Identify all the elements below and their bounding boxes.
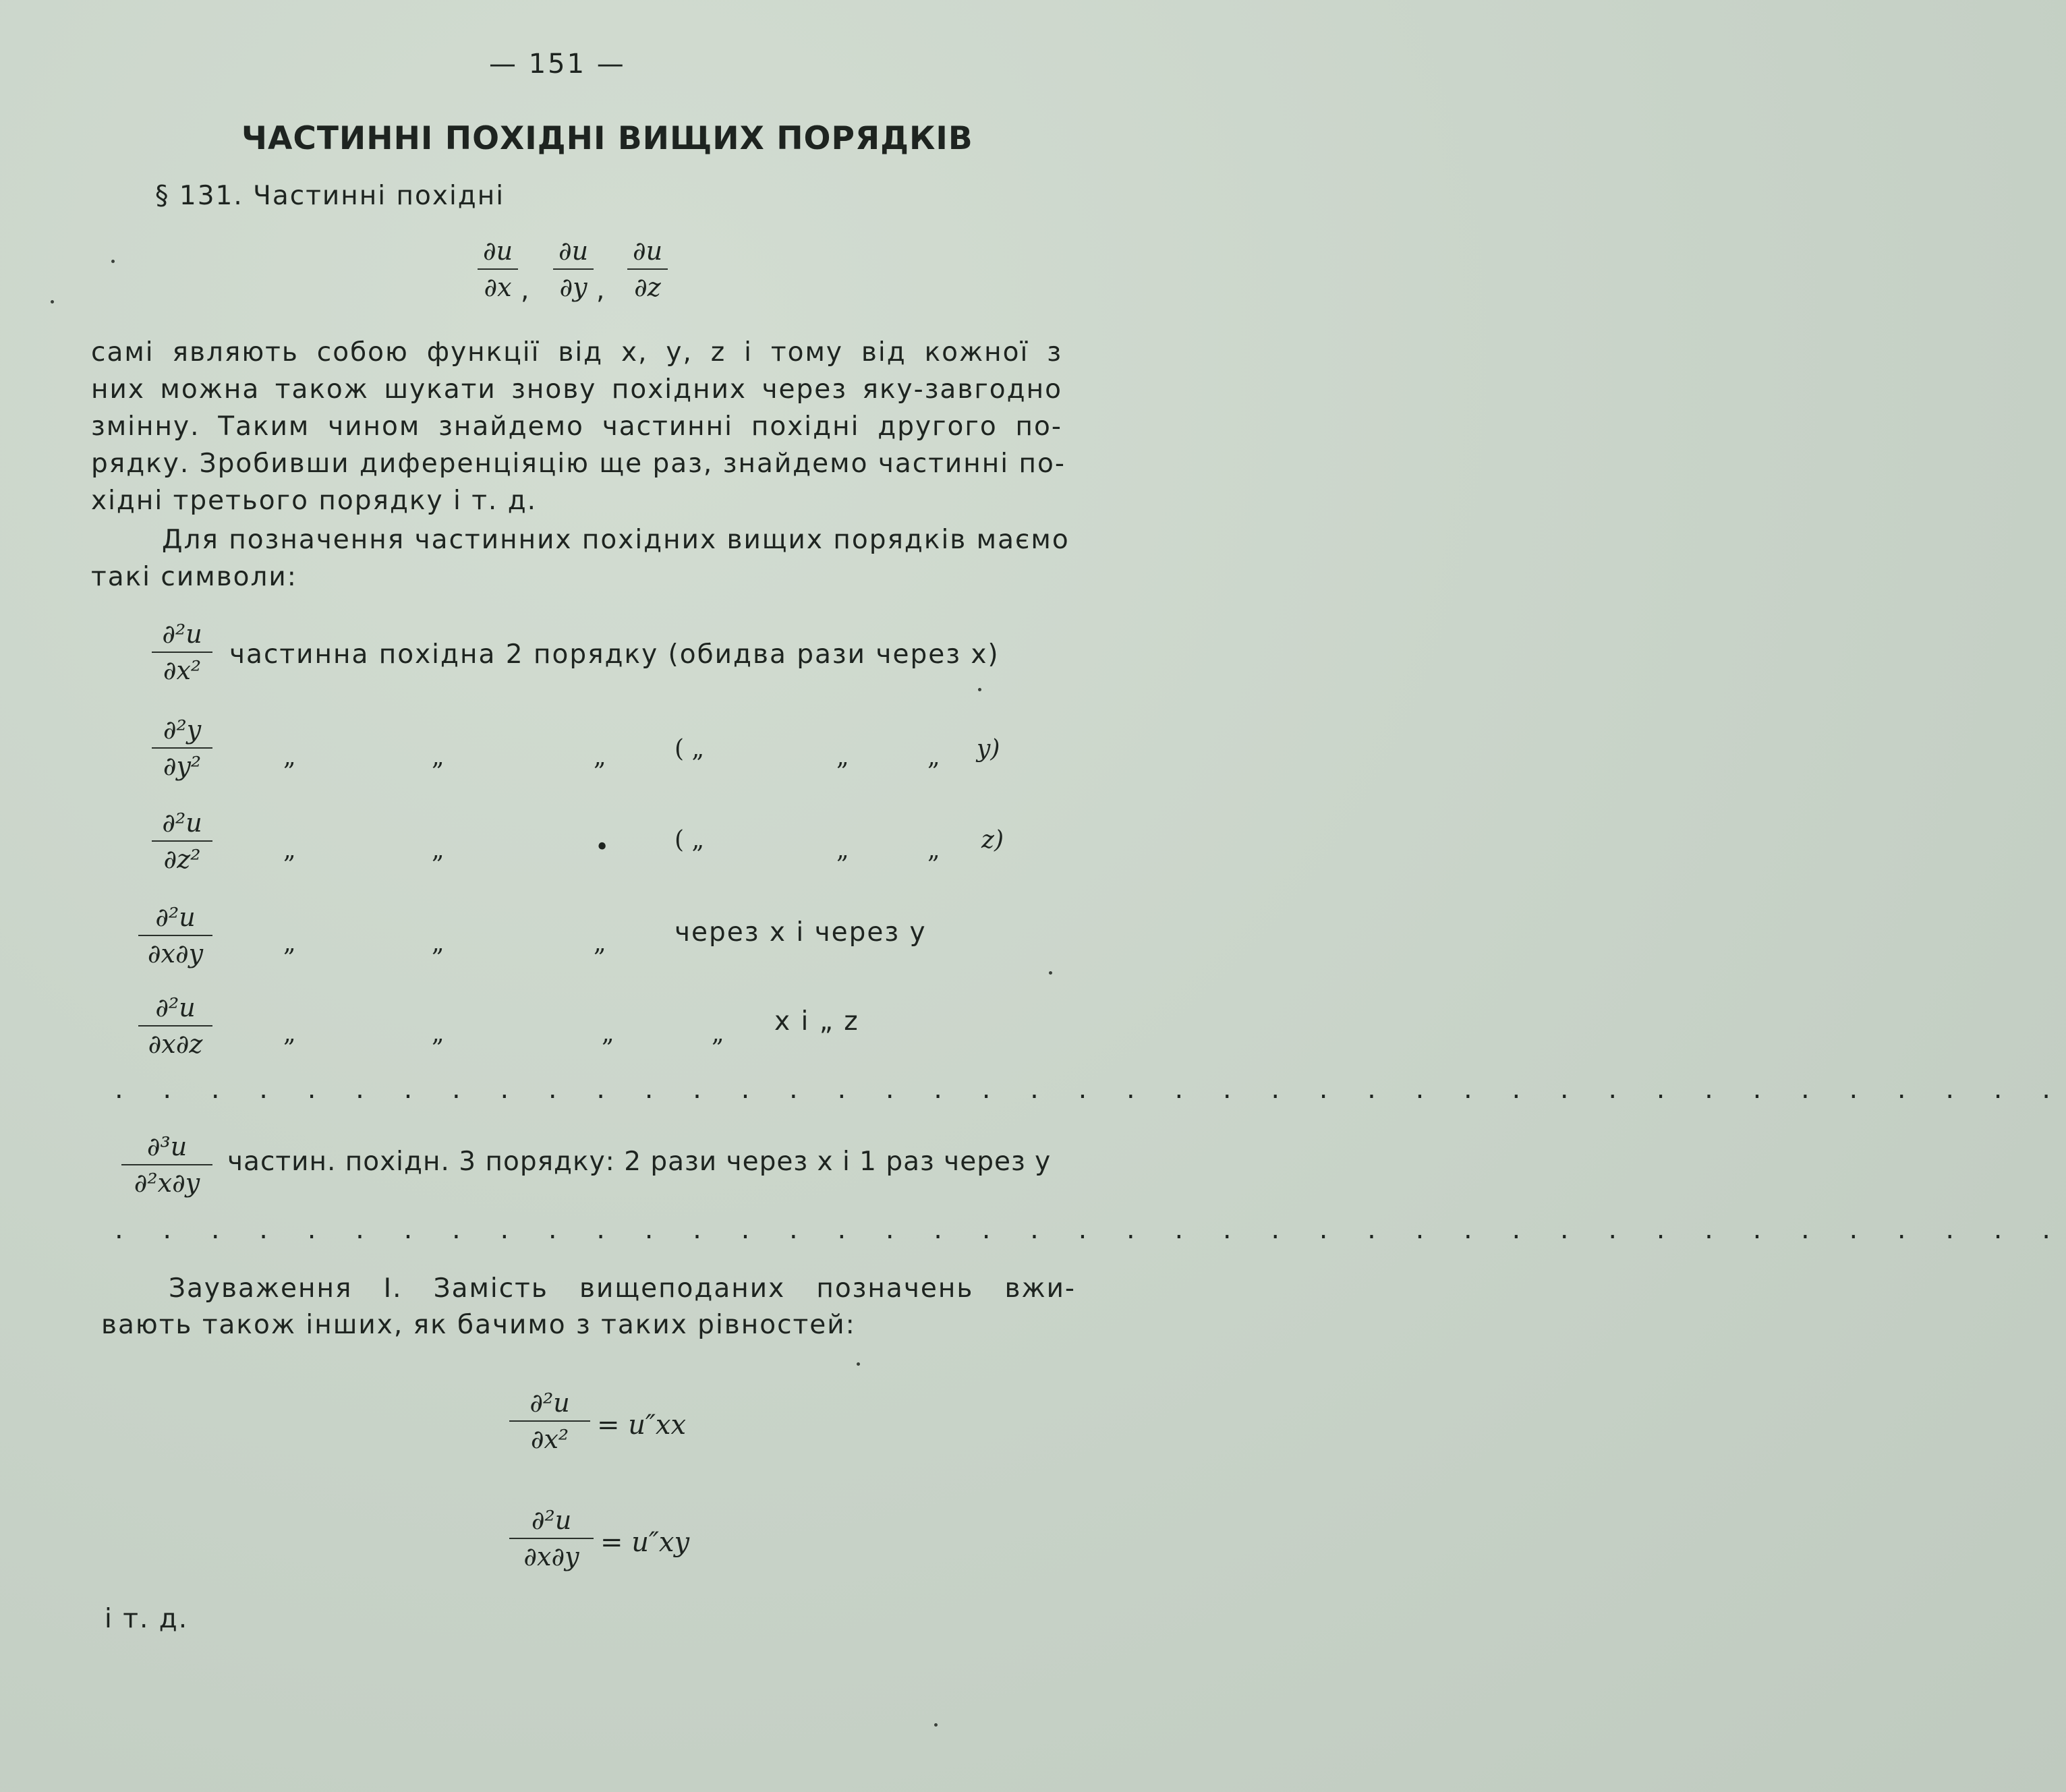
symbol-3-ditto-2: „ [432,836,444,864]
symbol-5-ditto-2: „ [432,1020,444,1047]
paper-speck [934,1723,938,1727]
symbol-2-ditto-7: y) [977,735,1000,763]
symbol-5-tail: x і „ z [774,1006,859,1037]
equation-2-rhs: = u″xy [600,1527,690,1558]
first-derivative-z: ∂u ∂z [627,236,668,302]
first-derivative-x: ∂u ∂x [478,236,518,302]
symbol-3-ditto-1: „ [283,836,296,864]
equation-1-fraction: ∂²u ∂x² [509,1388,590,1454]
symbol-2-ditto-4: ( „ [675,735,705,763]
equation-1-rhs: = u″xx [597,1410,687,1441]
symbol-3-ditto-4: ( „ [675,826,705,854]
symbol-1-fraction: ∂²u ∂x² [152,619,212,685]
paragraph1-line-5: хідні третього порядку і т. д. [91,486,538,516]
symbol-2-ditto-3: „ [594,743,606,771]
paper-speck [51,300,54,304]
paper-speck [1049,971,1052,975]
comma-2: , [596,275,606,306]
symbol-5-ditto-1: „ [283,1020,296,1047]
paper-speck [857,1362,860,1366]
remark-line-2: вають також інших, як бачимо з таких рівностей: [101,1310,856,1340]
chapter-heading: ЧАСТИННІ ПОХІДНІ ВИЩИХ ПОРЯДКІВ [241,120,973,157]
paragraph1-line-4: рядку. Зробивши диференціяцію ще раз, знайдемо частинні по- [91,449,1066,479]
symbol-2-fraction: ∂²y ∂y² [152,715,212,781]
symbol-2-ditto-1: „ [283,743,296,771]
ellipsis-row-2: . . . . . . . . . . . . . . . . . . . . . . . . . . . . . . . . . . . . . . . . . [115,1214,2066,1245]
page-number: — 151 — [489,49,626,80]
symbol-4-ditto-2: „ [432,929,444,957]
symbol-2-ditto-5: „ [836,743,849,771]
paragraph2-line-1: Для позначення частинних похідних вищих порядків маємо [162,525,1070,555]
paragraph1-line-2: них можна також шукати знову похідних через яку-завгодно [91,374,1062,405]
symbol-5-ditto-3: „ [602,1020,614,1047]
paragraph2-line-2: такі символи: [91,562,297,592]
symbol-4-fraction: ∂²u ∂x∂y [138,902,212,969]
remark-line-1: Зауваження I. Замість вищеподаних позначень вжи- [169,1273,1076,1304]
section-heading: § 131. Частинні похідні [155,181,505,211]
third-order-description: частин. похідн. 3 порядку: 2 рази через x і 1 раз через y [227,1147,1052,1177]
symbol-4-ditto-3: „ [594,929,606,957]
third-order-fraction: ∂³u ∂²x∂y [121,1132,212,1198]
ellipsis-row-1: . . . . . . . . . . . . . . . . . . . . . . . . . . . . . . . . . . . . . . . . . [115,1074,2066,1105]
symbol-3-fraction: ∂²u ∂z² [152,808,212,874]
symbol-2-ditto-2: „ [432,743,444,771]
symbol-3-ditto-5: „ [836,836,849,864]
equation-2-fraction: ∂²u ∂x∂y [509,1505,594,1571]
closing-text: і т. д. [105,1604,189,1634]
symbol-3-ditto-6: „ [927,836,940,864]
symbol-5-ditto-4: „ [712,1020,724,1047]
paragraph1-line-1: самі являють собою функції від x, y, z і тому від кожної з [91,337,1062,368]
symbol-4-tail: через x і через y [675,917,927,948]
paper-speck [978,688,981,691]
paper-speck [111,260,115,263]
symbol-2-ditto-6: „ [927,743,940,771]
symbol-4-ditto-1: „ [283,929,296,957]
symbol-3-ditto-3: • [595,834,610,861]
symbol-3-ditto-7: z) [981,826,1004,854]
symbol-1-description: частинна похідна 2 порядку (обидва рази через x) [229,639,1000,670]
comma-1: , [521,275,531,306]
first-derivative-y: ∂u ∂y [553,236,594,302]
paragraph1-line-3: змінну. Таким чином знайдемо частинні похідні другого по- [91,411,1062,442]
symbol-5-fraction: ∂²u ∂x∂z [138,993,212,1059]
